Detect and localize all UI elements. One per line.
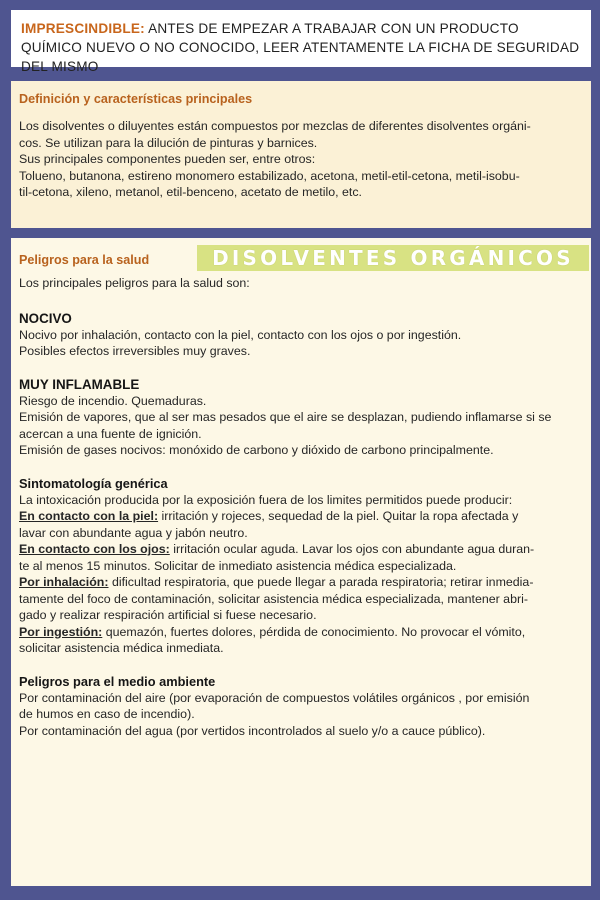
ambiente-body [19, 690, 583, 740]
notice-keyword: IMPRESCINDIBLE: [21, 21, 145, 36]
inflamable-body [19, 393, 583, 459]
definition-line: Los disolventes o diluyentes están compuestos por mezclas de diferentes disolventes orgáni- [19, 119, 531, 133]
inhalacion-label: Por inhalación: [19, 575, 109, 589]
sintomas-line: solicitar asistencia médica inmediata. [19, 641, 224, 655]
piel-text: irritación y rojeces, sequedad de la piel. Quitar la ropa afectada y [158, 509, 519, 523]
sintomas-intro: La intoxicación producida por la exposición fuera de los limites permitidos puede producir: [19, 492, 513, 507]
sintomas-title: Sintomatología genérica [19, 475, 168, 491]
nocivo-line: Nocivo por inhalación, contacto con la piel, contacto con los ojos o por ingestión. [19, 327, 462, 342]
sintomas-line: gado y realizar respiración artificial si fuese necesario. [19, 608, 317, 622]
hazards-intro: Los principales peligros para la salud son: [19, 276, 250, 290]
ingestion-text: quemazón, fuertes dolores, pérdida de conocimiento. No provocar el vómito, [102, 624, 526, 639]
sintomas-line: te al menos 15 minutos. Solicitar de inmediato asistencia médica especializada. [19, 558, 457, 573]
hazards-header [19, 246, 583, 272]
inflamable-line: Riesgo de incendio. Quemaduras. [19, 393, 207, 408]
ambiente-line: Por contaminación del agua (por vertidos incontrolados al suelo y/o a cauce público). [19, 723, 486, 738]
ojos-text: irritación ocular aguda. Lavar los ojos con abundante agua duran- [169, 542, 535, 556]
sintomas-piel [19, 508, 583, 525]
hazards-title: Peligros para la salud [19, 253, 150, 267]
definition-line: cos. Se utilizan para la dilución de pinturas y barnices. [19, 135, 318, 150]
ojos-label: En contacto con los ojos: [19, 542, 170, 556]
inflamable-line: Emisión de vapores, que al ser mas pesados que el aire se desplazan, pudiendo inflamarse si se [19, 410, 552, 424]
nocivo-line: Posibles efectos irreversibles muy graves. [19, 344, 251, 358]
ambiente-title: Peligros para el medio ambiente [19, 673, 216, 689]
nocivo-title: NOCIVO [19, 310, 72, 326]
sintomas-ojos [19, 541, 583, 558]
definition-body [19, 118, 583, 201]
nocivo-body [19, 327, 583, 360]
product-banner: DISOLVENTES ORGÁNICOS [197, 245, 589, 271]
piel-label: En contacto con la piel: [19, 509, 159, 523]
ambiente-line: Por contaminación del aire (por evaporación de compuestos volátiles orgánicos , por emisión [19, 690, 530, 705]
sintomas-ingestion [19, 624, 583, 641]
definition-line: til-cetona, xileno, metanol, etil-benceno, acetato de metilo, etc. [19, 185, 362, 199]
ambiente-line: de humos en caso de incendio). [19, 707, 195, 721]
sintomas-line: tamente del foco de contaminación, solicitar asistencia médica especializada, mantener abri- [19, 591, 528, 606]
definition-line: Sus principales componentes pueden ser, entre otros: [19, 152, 316, 166]
sintomas-inhalacion [19, 574, 583, 591]
safety-notice [11, 10, 591, 74]
inflamable-line: Emisión de gases nocivos: monóxido de carbono y dióxido de carbono principalmente. [19, 443, 494, 457]
definition-section [11, 81, 591, 228]
inflamable-title: MUY INFLAMABLE [19, 376, 140, 392]
sintomas-body [19, 492, 583, 657]
notice-text: ANTES DE EMPEZAR A TRABAJAR CON UN PRODUCTO QUÍMICO NUEVO O NO CONOCIDO, LEER ATENTAMENTE LA FICHA DE SEGURIDAD DEL MISMO [21, 21, 580, 74]
definition-title: Definición y características principales [19, 92, 253, 106]
ingestion-label: Por ingestión: [19, 624, 103, 639]
sintomas-line: lavar con abundante agua y jabón neutro. [19, 525, 248, 540]
definition-line: Tolueno, butanona, estireno monomero estabilizado, acetona, metil-etil-cetona, metil-isobu- [19, 168, 520, 183]
hazards-section [11, 238, 591, 886]
inflamable-line: acercan a una fuente de ignición. [19, 426, 202, 441]
inhalacion-text: dificultad respiratoria, que puede llegar a parada respiratoria; retirar inmedia- [108, 575, 534, 589]
